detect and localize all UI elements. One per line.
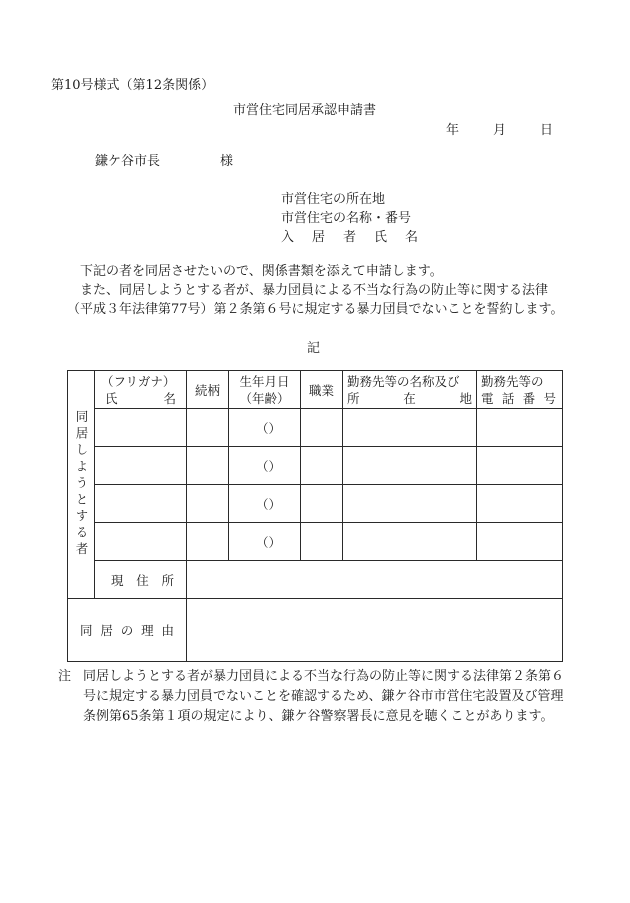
cell-workplace[interactable]: [343, 523, 477, 561]
body-text: [67, 262, 567, 319]
cell-name[interactable]: [95, 447, 187, 485]
cell-occupation[interactable]: [301, 523, 343, 561]
addressee-name: 鎌ケ谷市長: [95, 154, 161, 169]
cell-birth[interactable]: （ ）: [229, 485, 301, 523]
cell-workplace[interactable]: [343, 447, 477, 485]
cell-occupation[interactable]: [301, 447, 343, 485]
current-address-field[interactable]: [187, 561, 563, 599]
header-phone: 勤務先等の 電 話 番 号: [477, 371, 563, 409]
cell-birth[interactable]: （ ）: [229, 409, 301, 447]
note: [58, 667, 568, 727]
cell-name[interactable]: [95, 485, 187, 523]
body-paragraph: 下記の者を同居させたいので、関係書類を添えて申請します。: [80, 264, 443, 279]
current-address-label: 現 住 所: [95, 561, 187, 599]
cohabitant-table: [67, 370, 563, 662]
cell-birth[interactable]: （ ）: [229, 523, 301, 561]
cell-phone[interactable]: [477, 523, 563, 561]
cell-phone[interactable]: [477, 409, 563, 447]
cell-name[interactable]: [95, 523, 187, 561]
cell-workplace[interactable]: [343, 409, 477, 447]
header-name-label: 氏 名: [105, 390, 176, 406]
applicant-field-housing-name: 市営住宅の名称・番号: [281, 211, 412, 226]
side-label: 同居しようとする者: [68, 371, 95, 599]
header-birth: 生年月日 （年齢）: [229, 371, 301, 409]
table-row: [68, 485, 563, 523]
reason-label: 同 居 の 理 由: [68, 599, 187, 662]
header-workplace: 勤務先等の名称及び 所 在 地: [343, 371, 477, 409]
applicant-fields: [281, 190, 436, 247]
cell-occupation[interactable]: [301, 409, 343, 447]
ki-heading: 記: [307, 341, 321, 356]
date-month: 月: [493, 123, 507, 138]
body-paragraph: また、同居しようとする者が、暴力団員による不当な行為の防止等に関する法律（平成３年法律第77号）第２条第６号に規定する暴力団員でないことを誓約します。: [67, 283, 564, 317]
table-row: [68, 523, 563, 561]
applicant-field-address: 市営住宅の所在地: [281, 192, 386, 207]
document-title: 市営住宅同居承認申請書: [233, 103, 377, 118]
header-relation: 続柄: [187, 371, 229, 409]
date-year: 年: [446, 123, 460, 138]
addressee-honorific: 様: [220, 154, 234, 169]
cell-relation[interactable]: [187, 523, 229, 561]
cell-phone[interactable]: [477, 447, 563, 485]
form-number: 第10号様式（第12条関係）: [51, 78, 215, 93]
cell-phone[interactable]: [477, 485, 563, 523]
note-label: 注: [58, 669, 72, 684]
cell-birth[interactable]: （ ）: [229, 447, 301, 485]
applicant-field-resident-name: 入居者氏名: [281, 230, 437, 245]
cell-workplace[interactable]: [343, 485, 477, 523]
cell-relation[interactable]: [187, 485, 229, 523]
cell-name[interactable]: [95, 409, 187, 447]
cell-occupation[interactable]: [301, 485, 343, 523]
table-row: [68, 409, 563, 447]
header-occupation: 職業: [301, 371, 343, 409]
note-text: 同居しようとする者が暴力団員による不当な行為の防止等に関する法律第２条第６号に規定する暴力団員でないことを確認するため、鎌ケ谷市市営住宅設置及び管理条例第65条第１項の規定により、鎌ケ谷警察署長に意見を聴くことがあります。: [83, 669, 565, 724]
cell-relation[interactable]: [187, 409, 229, 447]
header-name: [95, 371, 187, 409]
table-row-reason: [68, 599, 563, 662]
header-furigana: （フリガナ）: [101, 373, 176, 389]
date-day: 日: [540, 123, 554, 138]
table-row: [68, 447, 563, 485]
addressee: [95, 155, 233, 168]
table-row-address: [68, 561, 563, 599]
reason-field[interactable]: [187, 599, 563, 662]
date-line: [446, 124, 553, 137]
cell-relation[interactable]: [187, 447, 229, 485]
